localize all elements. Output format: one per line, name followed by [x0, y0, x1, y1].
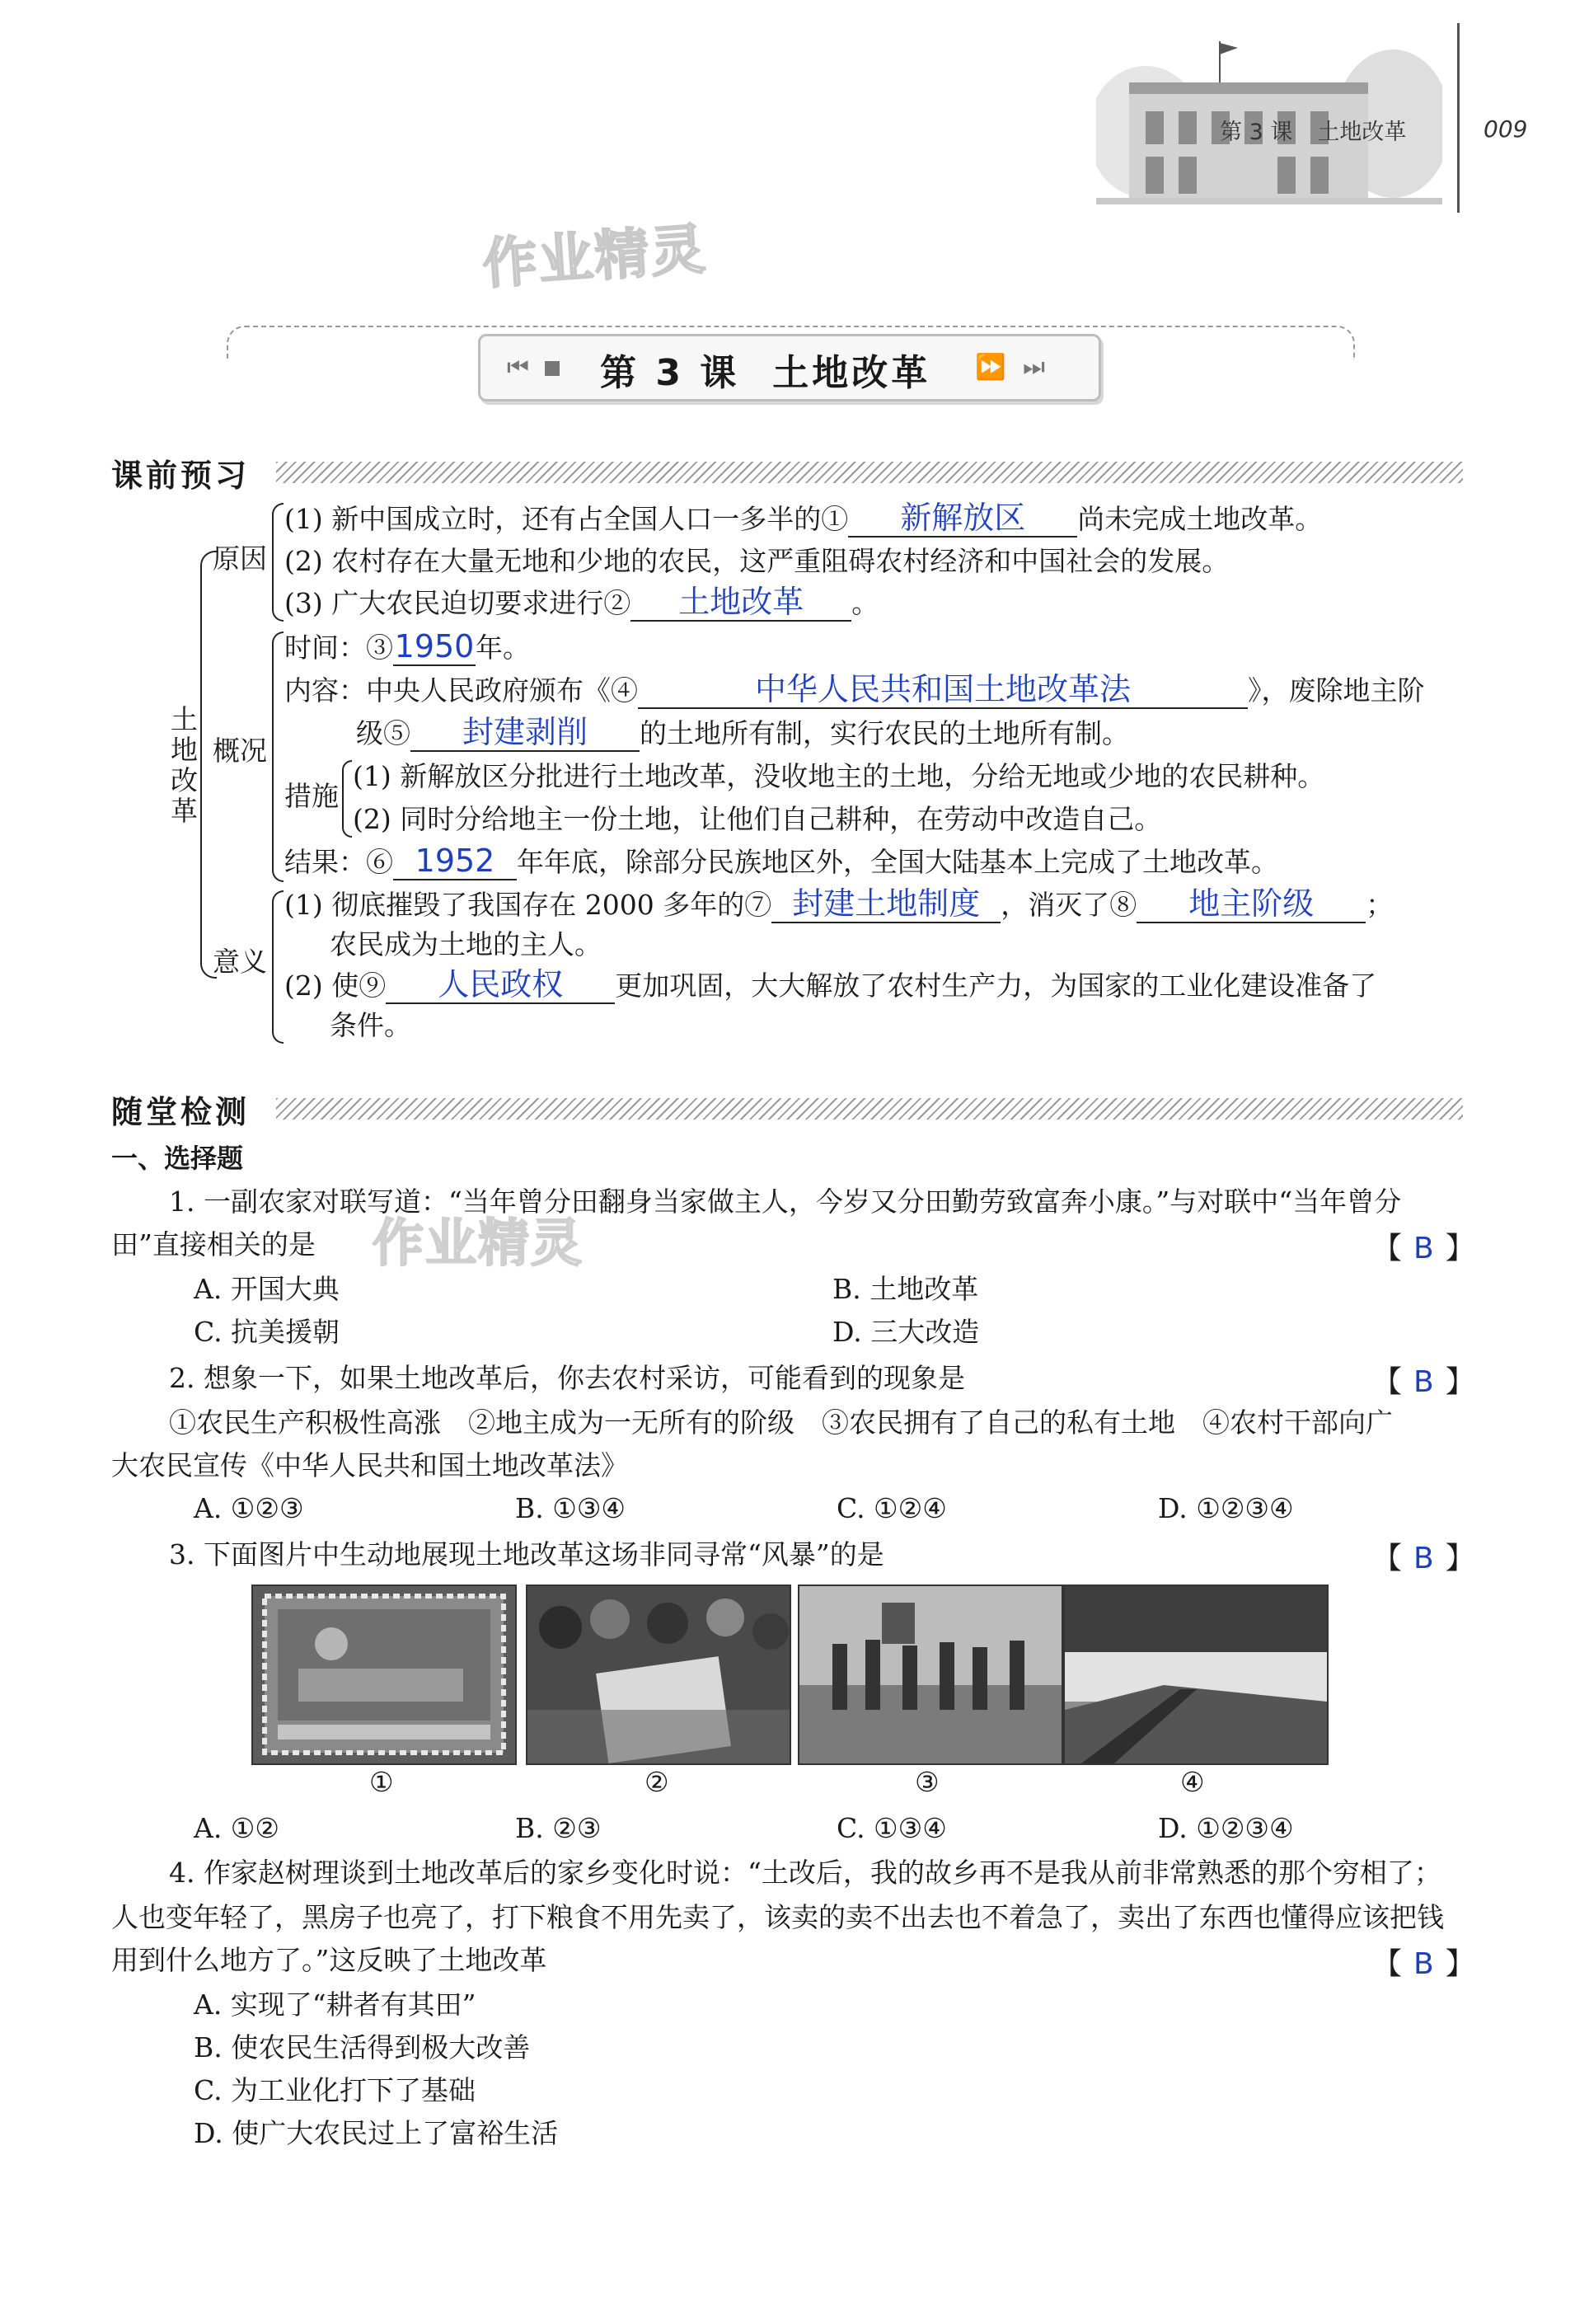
reason-line-1: (1) 新中国成立时，还有占全国人口一多半的① 新解放区 尚未完成土地改革。 — [284, 500, 1323, 536]
header-divider — [1457, 23, 1460, 213]
q1-line-1: 1. 一副农家对联写道：“当年曾分田翻身当家做主人，今岁又分田勤劳致富奔小康。”与对联中“当年曾分 — [169, 1185, 1402, 1218]
q1-option-c: C. 抗美援朝 — [194, 1316, 340, 1348]
q1-option-b: B. 土地改革 — [832, 1273, 979, 1305]
header-lesson — [1220, 114, 1406, 146]
preview-section-title: 课前预习 — [111, 458, 251, 494]
q2-line-1: 2. 想象一下，如果土地改革后，你去农村采访，可能看到的现象是 — [169, 1362, 965, 1394]
check-title-hatch — [276, 1098, 1463, 1120]
q4-answer-bracket: 【 B 】 — [1372, 1947, 1475, 1981]
q2-answer: B — [1413, 1365, 1434, 1399]
skip-end-icon: ⏭ — [1023, 353, 1045, 382]
overview-content: 内容：中央人民政府颁布《④ 中华人民共和国土地改革法 》，废除地主阶 — [284, 671, 1425, 707]
photo-caption-1: ① — [369, 1766, 394, 1798]
reason-label: 原因 — [213, 542, 267, 575]
photo-caption-4: ④ — [1180, 1766, 1205, 1798]
q4-option-d: D. 使广大农民过上了富裕生活 — [194, 2117, 559, 2149]
q3-option-b: B. ②③ — [515, 1812, 602, 1844]
answer-6: 1952 — [393, 844, 517, 880]
q4-line-1: 4. 作家赵树理谈到土地改革后的家乡变化时说：“土改后，我的故乡再不是我从前非常熟悉的那个穷相了； — [169, 1857, 1441, 1889]
photo-1-stamp — [251, 1585, 517, 1765]
q2-option-d: D. ①②③④ — [1158, 1492, 1294, 1524]
q1-line-2: 田”直接相关的是 — [111, 1228, 316, 1261]
q2-option-c: C. ①②④ — [837, 1492, 947, 1524]
photo-4-landscape — [1063, 1585, 1329, 1765]
q1-answer: B — [1413, 1232, 1434, 1265]
banner-lesson: 第 3 课 — [600, 352, 740, 394]
header-lesson-title: 土地改革 — [1317, 120, 1407, 145]
reason-line-3: (3) 广大农民迫切要求进行② 土地改革 。 — [284, 584, 879, 620]
q4-line-2: 人也变年轻了，黑房子也亮了，打下粮食不用先卖了，该卖的卖不出去也不着急了，卖出了东西也懂得应该把钱 — [111, 1901, 1444, 1933]
rewind-icon: ⏮ — [507, 353, 529, 382]
meaning-2: (2) 使⑨ 人民政权 更加巩固，大大解放了农村生产力，为国家的工业化建设准备了 — [284, 966, 1377, 1002]
q2-line-2: ①农民生产积极性高涨 ②地主成为一无所有的阶级 ③农民拥有了自己的私有土地 ④农村干部向广 — [169, 1406, 1393, 1439]
overview-brace — [272, 631, 284, 882]
watermark-2: 作业精灵 — [373, 1213, 584, 1273]
q1-option-d: D. 三大改造 — [832, 1316, 980, 1348]
measure-1: (1) 新解放区分批进行土地改革，没收地主的土地，分给无地或少地的农民耕种。 — [353, 760, 1325, 792]
q2-line-3: 大农民宣传《中华人民共和国土地改革法》 — [111, 1449, 628, 1481]
answer-7: 封建土地制度 — [771, 887, 1001, 923]
q2-option-a: A. ①②③ — [194, 1492, 304, 1524]
q3-option-a: A. ①② — [194, 1812, 279, 1844]
header-lesson-number: 第 3 课 — [1220, 120, 1293, 145]
lesson-banner — [478, 334, 1101, 401]
photo-2-crowd — [526, 1585, 791, 1765]
photo-caption-2: ② — [645, 1766, 669, 1798]
q4-line-3: 用到什么地方了。”这反映了土地改革 — [111, 1944, 547, 1976]
measures-label: 措施 — [284, 780, 339, 812]
q3-line-1: 3. 下面图片中生动地展现土地改革这场非同寻常“风暴”的是 — [169, 1538, 884, 1570]
overview-label: 概况 — [213, 735, 267, 767]
reason-brace — [272, 503, 284, 622]
meaning-1: (1) 彻底摧毁了我国存在 2000 多年的⑦ 封建土地制度 ，消灭了⑧ 地主阶级 ； — [284, 885, 1394, 922]
q3-option-c: C. ①③④ — [837, 1812, 947, 1844]
preview-title-hatch — [276, 462, 1463, 483]
page-number: 009 — [1484, 115, 1528, 143]
answer-9: 人民政权 — [386, 968, 615, 1004]
q3-answer-bracket: 【 B 】 — [1372, 1542, 1475, 1575]
meaning-brace — [272, 890, 284, 1044]
answer-2: 土地改革 — [630, 585, 851, 622]
topic-label: 土地改革 — [166, 705, 199, 827]
answer-3: 1950 — [394, 628, 475, 664]
overview-content-2: 级⑤ 封建剥削 的土地所有制，实行农民的土地所有制。 — [356, 714, 1129, 750]
overview-time: 时间：③1950年。 — [284, 628, 530, 664]
check-section-title: 随堂检测 — [111, 1094, 251, 1130]
q4-answer: B — [1413, 1947, 1434, 1981]
meaning-2-line-2: 条件。 — [330, 1009, 411, 1041]
fast-forward-icon: ⏩ — [975, 353, 1006, 382]
answer-5: 封建剥削 — [410, 716, 640, 752]
measure-2: (2) 同时分给地主一份土地，让他们自己耕种，在劳动中改造自己。 — [353, 803, 1162, 835]
photo-caption-3: ③ — [915, 1766, 940, 1798]
watermark: 作业精灵 — [480, 217, 709, 297]
q1-option-a: A. 开国大典 — [194, 1273, 340, 1305]
banner-title-text: 土地改革 — [772, 352, 931, 394]
q2-option-b: B. ①③④ — [515, 1492, 626, 1524]
photo-3-rally — [798, 1585, 1063, 1765]
q3-option-d: D. ①②③④ — [1158, 1812, 1294, 1844]
measures-brace — [342, 760, 352, 838]
answer-8: 地主阶级 — [1137, 887, 1366, 923]
answer-1: 新解放区 — [848, 501, 1077, 538]
meaning-1-line-2: 农民成为土地的主人。 — [330, 928, 602, 960]
stop-icon — [545, 361, 560, 376]
check-subtitle: 一、选择题 — [111, 1143, 244, 1174]
q4-option-b: B. 使农民生活得到极大改善 — [194, 2031, 531, 2063]
q3-answer: B — [1413, 1542, 1434, 1575]
overview-result: 结果：⑥ 1952 年年底，除部分民族地区外，全国大陆基本上完成了土地改革。 — [284, 843, 1278, 879]
reason-line-2: (2) 农村存在大量无地和少地的农民，这严重阻碍农村经济和中国社会的发展。 — [284, 545, 1230, 577]
q2-answer-bracket: 【 B 】 — [1372, 1365, 1475, 1399]
q4-option-c: C. 为工业化打下了基础 — [194, 2074, 476, 2106]
q4-option-a: A. 实现了“耕者有其田” — [194, 1988, 476, 2021]
q1-answer-bracket: 【 B 】 — [1372, 1232, 1475, 1265]
answer-4: 中华人民共和国土地改革法 — [638, 673, 1248, 709]
meaning-label: 意义 — [213, 946, 267, 978]
banner-title — [600, 343, 930, 396]
